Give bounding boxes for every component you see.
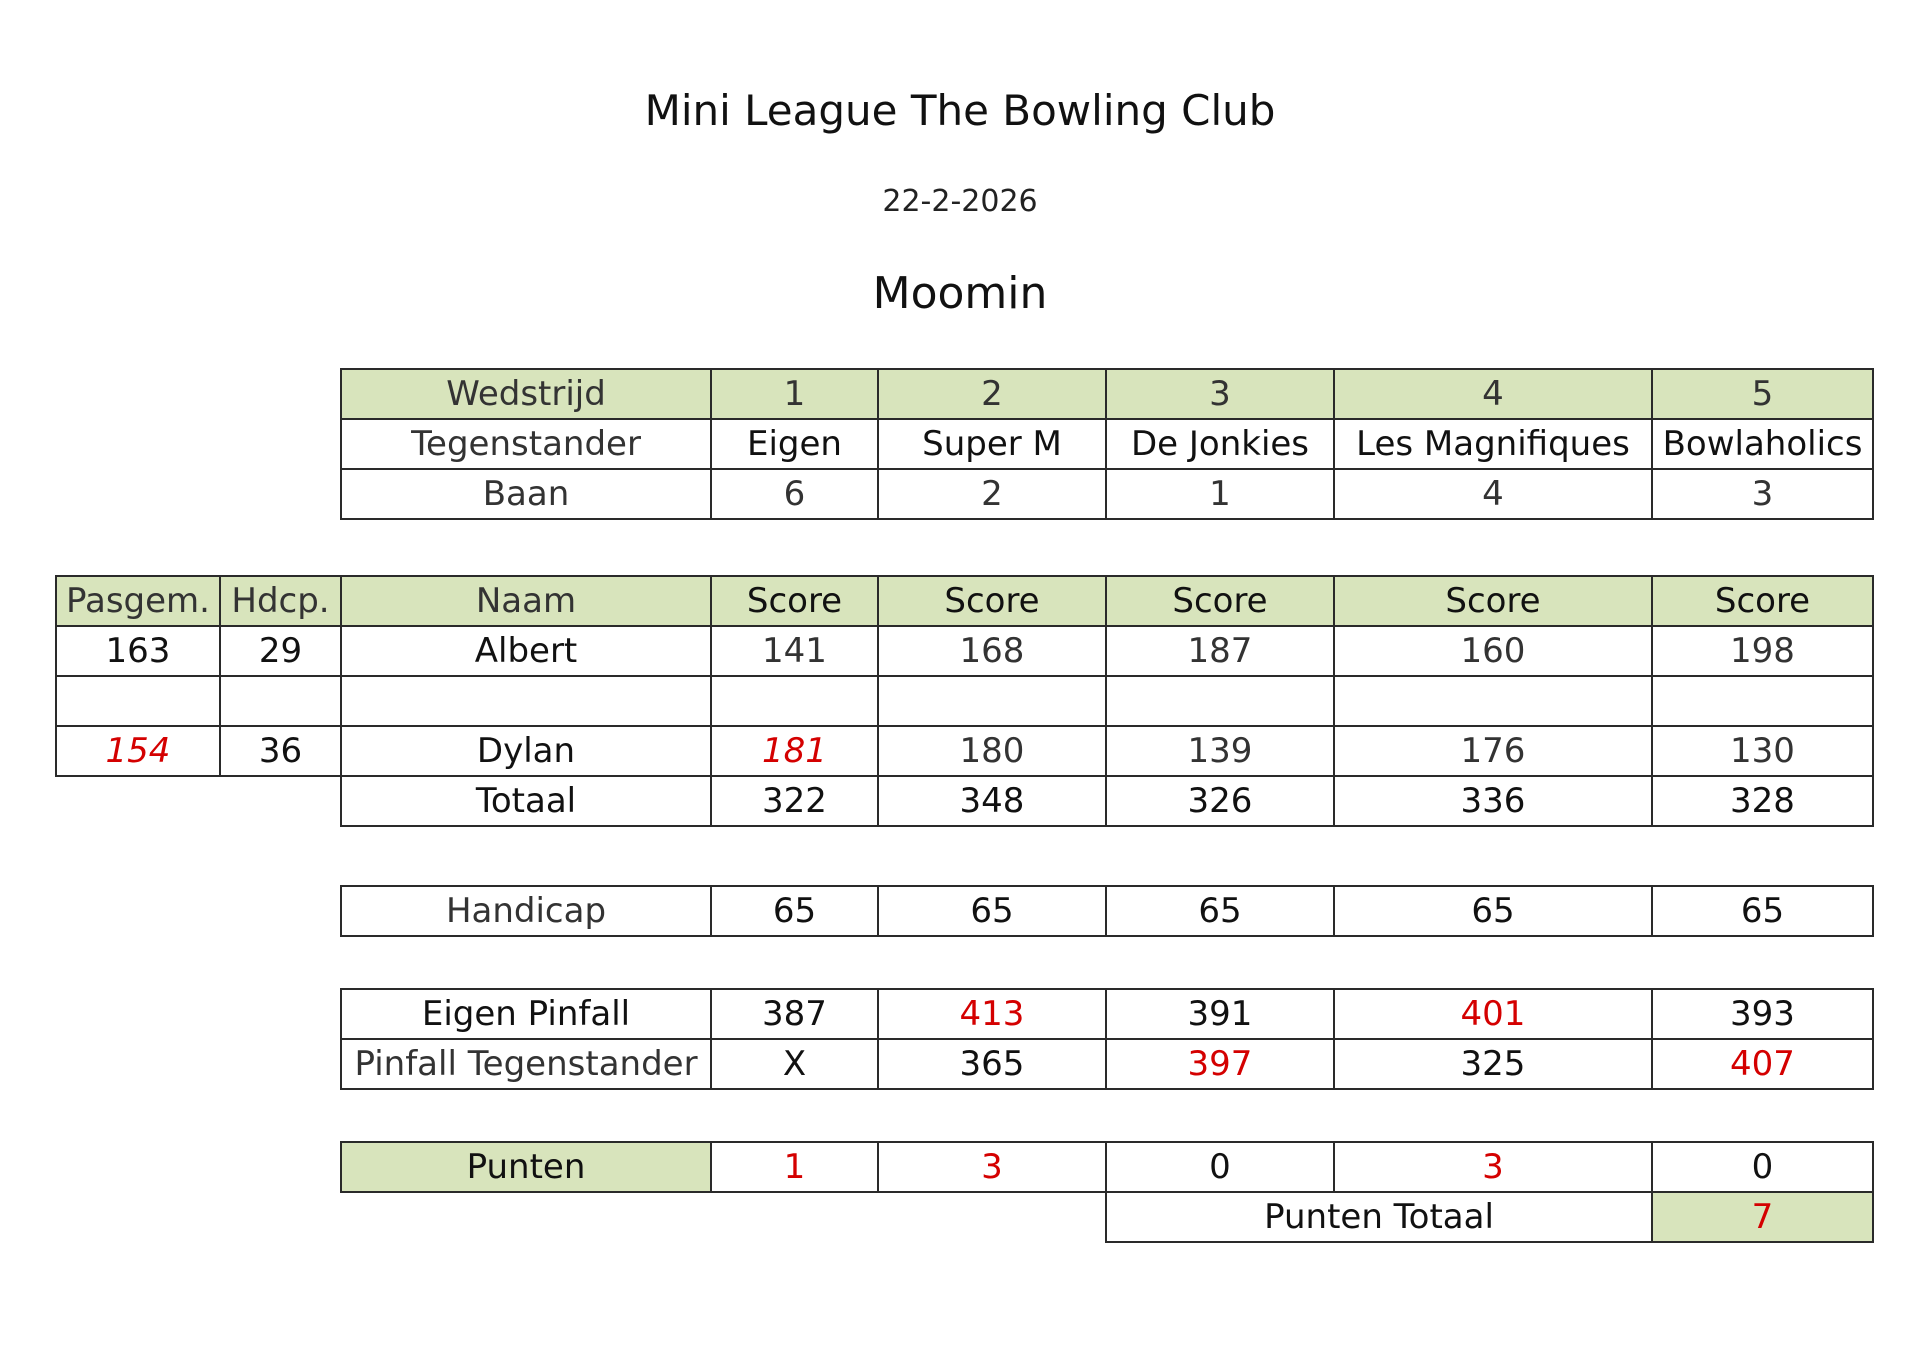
- pinfall-table: [340, 988, 1874, 1090]
- opponent-pinfall-value: 365: [878, 1039, 1106, 1089]
- player-score: 187: [1106, 626, 1334, 676]
- player-row: [56, 626, 1873, 676]
- name-header: Naam: [341, 576, 711, 626]
- player-average: 154: [56, 726, 220, 776]
- match-info-table: [340, 368, 1874, 520]
- spacer-cell: [220, 776, 341, 826]
- handicap-value: 65: [1334, 886, 1652, 936]
- opponent-pinfall-label: Pinfall Tegenstander: [341, 1039, 711, 1089]
- player-score: 181: [711, 726, 878, 776]
- score-header: Score: [1652, 576, 1873, 626]
- player-score: 139: [1106, 726, 1334, 776]
- own-pinfall-value: 387: [711, 989, 878, 1039]
- match-number-row: [341, 369, 1873, 419]
- player-score: 141: [711, 626, 878, 676]
- spacer-cell: [56, 776, 220, 826]
- points-table: [340, 1141, 1874, 1243]
- player-name: Albert: [341, 626, 711, 676]
- player-name: [341, 676, 711, 726]
- points-total-value: 7: [1652, 1192, 1873, 1242]
- player-score: 198: [1652, 626, 1873, 676]
- total-value: 326: [1106, 776, 1334, 826]
- handicap-table: [340, 885, 1874, 937]
- total-value: 348: [878, 776, 1106, 826]
- lane-row-label: Baan: [341, 469, 711, 519]
- team-name: Moomin: [872, 268, 1048, 319]
- handicap-label: Handicap: [341, 886, 711, 936]
- handicap-value: 65: [1106, 886, 1334, 936]
- handicap-row: [341, 886, 1873, 936]
- points-value: 3: [878, 1142, 1106, 1192]
- player-score: 168: [878, 626, 1106, 676]
- points-value: 1: [711, 1142, 878, 1192]
- points-total-label: Punten Totaal: [1106, 1192, 1652, 1242]
- spacer-cell: [711, 1192, 878, 1242]
- avg-header: Pasgem.: [56, 576, 220, 626]
- player-handicap: [220, 676, 341, 726]
- opponent-row-label: Tegenstander: [341, 419, 711, 469]
- points-label: Punten: [341, 1142, 711, 1192]
- match-number: 5: [1652, 369, 1873, 419]
- hdcp-header: Hdcp.: [220, 576, 341, 626]
- opponent-name: De Jonkies: [1106, 419, 1334, 469]
- own-pinfall-label: Eigen Pinfall: [341, 989, 711, 1039]
- opponent-name: Eigen: [711, 419, 878, 469]
- opponent-pinfall-value: 325: [1334, 1039, 1652, 1089]
- handicap-value: 65: [878, 886, 1106, 936]
- score-header: Score: [878, 576, 1106, 626]
- own-pinfall-value: 391: [1106, 989, 1334, 1039]
- opponent-row: [341, 419, 1873, 469]
- opponent-pinfall-value: 397: [1106, 1039, 1334, 1089]
- points-value: 0: [1106, 1142, 1334, 1192]
- points-total-row: [341, 1192, 1873, 1242]
- player-name: Dylan: [341, 726, 711, 776]
- player-score: [878, 676, 1106, 726]
- own-pinfall-value: 413: [878, 989, 1106, 1039]
- scores-header-row: [56, 576, 1873, 626]
- score-header: Score: [1334, 576, 1652, 626]
- match-number: 2: [878, 369, 1106, 419]
- spacer-cell: [341, 1192, 711, 1242]
- total-value: 336: [1334, 776, 1652, 826]
- player-handicap: 29: [220, 626, 341, 676]
- player-score: [711, 676, 878, 726]
- opponent-name: Les Magnifiques: [1334, 419, 1652, 469]
- opponent-pinfall-value: 407: [1652, 1039, 1873, 1089]
- lane-number: 4: [1334, 469, 1652, 519]
- player-row-empty: [56, 676, 1873, 726]
- own-pinfall-row: [341, 989, 1873, 1039]
- match-number: 4: [1334, 369, 1652, 419]
- player-score: [1652, 676, 1873, 726]
- total-value: 328: [1652, 776, 1873, 826]
- match-number: 3: [1106, 369, 1334, 419]
- opponent-pinfall-value: X: [711, 1039, 878, 1089]
- opponent-name: Bowlaholics: [1652, 419, 1873, 469]
- player-average: [56, 676, 220, 726]
- handicap-value: 65: [1652, 886, 1873, 936]
- match-row-label: Wedstrijd: [341, 369, 711, 419]
- match-date: 22-2-2026: [882, 184, 1038, 219]
- player-row: [56, 726, 1873, 776]
- points-value: 3: [1334, 1142, 1652, 1192]
- own-pinfall-value: 393: [1652, 989, 1873, 1039]
- lane-number: 6: [711, 469, 878, 519]
- own-pinfall-value: 401: [1334, 989, 1652, 1039]
- lane-number: 3: [1652, 469, 1873, 519]
- match-number: 1: [711, 369, 878, 419]
- player-score: 176: [1334, 726, 1652, 776]
- lane-number: 2: [878, 469, 1106, 519]
- player-average: 163: [56, 626, 220, 676]
- player-score: 180: [878, 726, 1106, 776]
- player-score: 130: [1652, 726, 1873, 776]
- score-header: Score: [711, 576, 878, 626]
- player-handicap: 36: [220, 726, 341, 776]
- totals-row: [56, 776, 1873, 826]
- lane-row: [341, 469, 1873, 519]
- player-score: 160: [1334, 626, 1652, 676]
- handicap-value: 65: [711, 886, 878, 936]
- points-value: 0: [1652, 1142, 1873, 1192]
- opponent-name: Super M: [878, 419, 1106, 469]
- player-score: [1334, 676, 1652, 726]
- total-value: 322: [711, 776, 878, 826]
- lane-number: 1: [1106, 469, 1334, 519]
- points-row: [341, 1142, 1873, 1192]
- totals-label: Totaal: [341, 776, 711, 826]
- page-title: Mini League The Bowling Club: [644, 86, 1276, 135]
- opponent-pinfall-row: [341, 1039, 1873, 1089]
- player-score: [1106, 676, 1334, 726]
- spacer-cell: [878, 1192, 1106, 1242]
- scores-table: [55, 575, 1874, 827]
- score-header: Score: [1106, 576, 1334, 626]
